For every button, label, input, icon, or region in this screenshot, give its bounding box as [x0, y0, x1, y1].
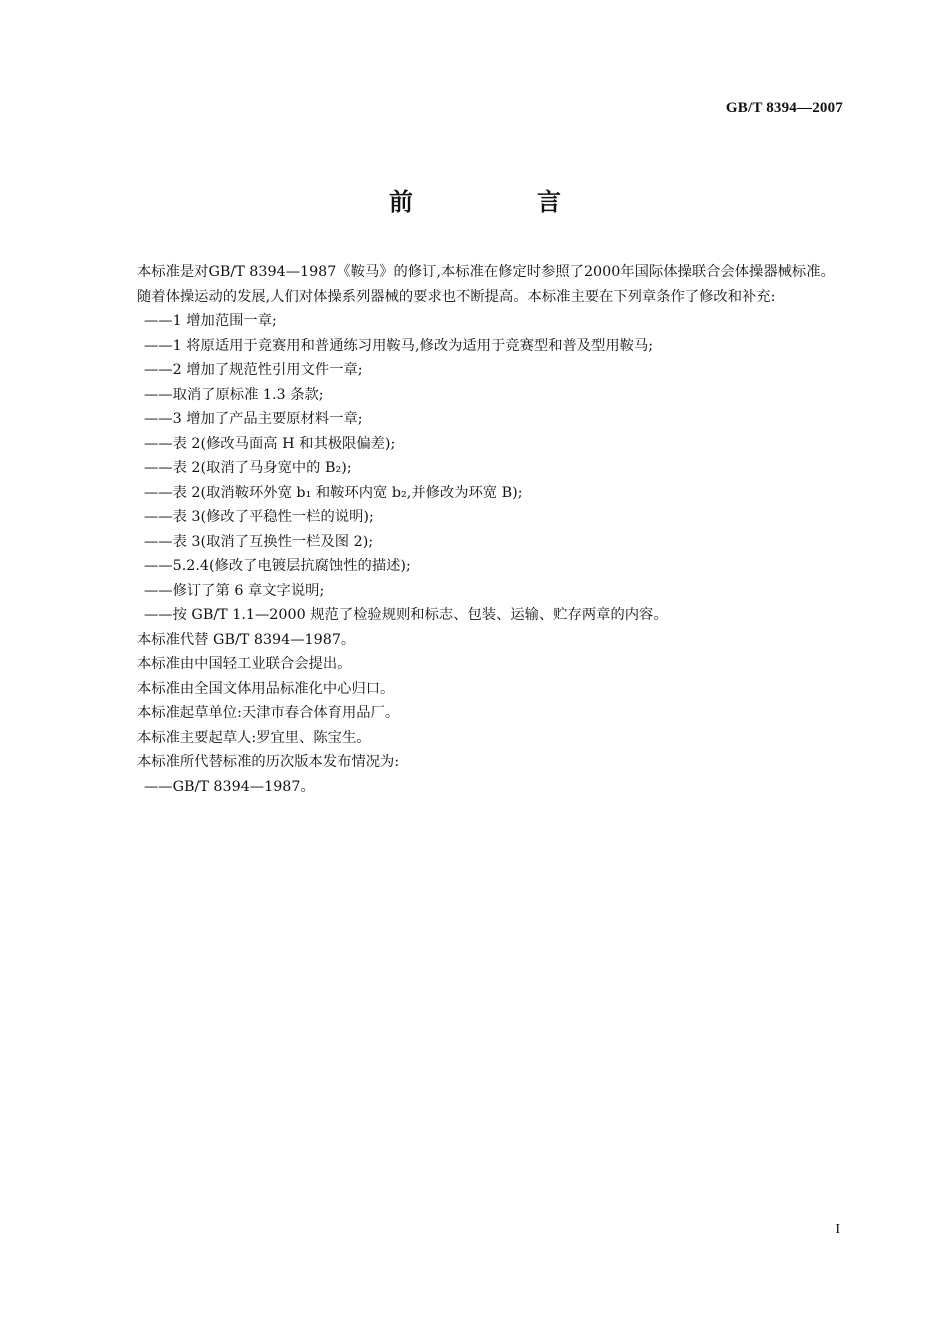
change-item: ——表 2(取消了马身宽中的 B₂); [144, 460, 352, 476]
change-item: ——表 2(取消鞍环外宽 b₁ 和鞍环内宽 b₂,并修改为环宽 B); [144, 484, 523, 501]
change-list [108, 309, 844, 628]
change-item: ——按 GB/T 1.1—2000 规范了检验规则和标志、包装、运输、贮存两章的内容。 [144, 607, 668, 623]
intro-paragraph: 本标准是对GB/T 8394—1987《鞍马》的修订,本标准在修定时参照了2000年国际体操联合会体操器械标准。 [137, 264, 835, 280]
change-item: ——1 增加范围一章; [144, 313, 277, 329]
statement: 本标准由中国轻工业联合会提出。 [137, 656, 352, 672]
statement: 本标准由全国文体用品标准化中心归口。 [137, 680, 395, 697]
change-item: ——1 将原适用于竞赛用和普通练习用鞍马,修改为适用于竞赛型和普及型用鞍马; [144, 337, 654, 354]
change-item: ——表 3(取消了互换性一栏及图 2); [144, 533, 374, 550]
statement: 本标准起草单位:天津市春合体育用品厂。 [137, 705, 400, 721]
document-body [108, 260, 844, 799]
change-item: ——修订了第 6 章文字说明; [144, 582, 325, 599]
change-item: ——取消了原标准 1.3 条款; [144, 386, 324, 403]
page-number: I [835, 1222, 840, 1237]
statement: 本标准主要起草人:罗宜里、陈宝生。 [137, 729, 371, 746]
history-item: ——GB/T 8394—1987。 [144, 778, 315, 795]
change-item: ——表 3(修改了平稳性一栏的说明); [144, 509, 374, 525]
page-title: 前 言 [389, 188, 611, 216]
statement: 本标准代替 GB/T 8394—1987。 [137, 631, 356, 648]
change-item: ——表 2(修改马面高 H 和其极限偏差); [144, 435, 396, 452]
standard-code: GB/T 8394—2007 [725, 100, 843, 116]
change-item: ——2 增加了规范性引用文件一章; [144, 362, 363, 378]
change-item: ——3 增加了产品主要原材料一章; [144, 411, 363, 427]
change-item: ——5.2.4(修改了电镀层抗腐蚀性的描述); [144, 558, 411, 574]
statement: 本标准所代替标准的历次版本发布情况为: [137, 754, 400, 770]
intro-paragraph: 随着体操运动的发展,人们对体操系列器械的要求也不断提高。本标准主要在下列章条作了修改和补充: [137, 288, 776, 305]
